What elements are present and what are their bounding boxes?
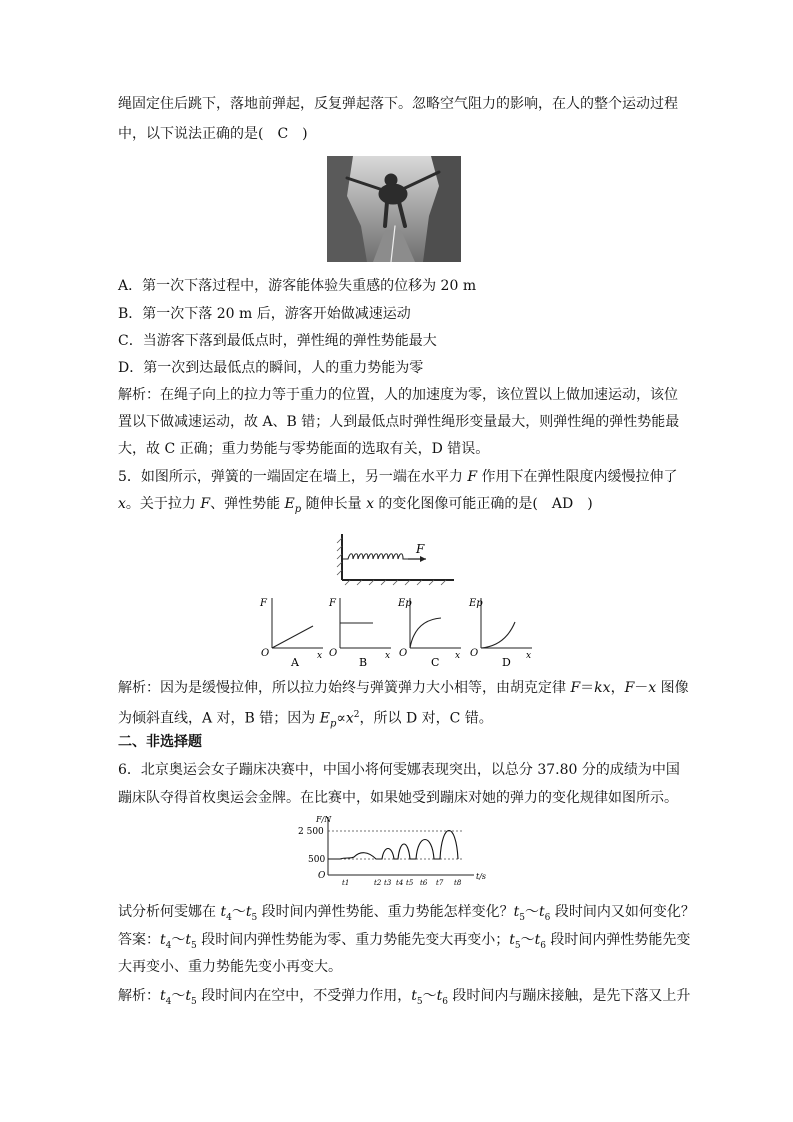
q4-analysis-line3: 大，故 C 正确；重力势能与零势能面的选取有关，D 错误。	[118, 441, 490, 457]
q6-answer-line2: 大再变小、重力势能先变小再变大。	[118, 959, 342, 975]
q4-option-a: A．第一次下落过程中，游客能体验失重感的位移为 20 m	[118, 278, 477, 294]
q6-stem-line1: 6．北京奥运会女子蹦床决赛中，中国小将何雯娜表现突出，以总分 37.80 分的成绩为中国	[118, 762, 680, 778]
graph-d-caption: D	[502, 656, 511, 669]
spring-force-label: F	[416, 542, 425, 556]
q5-stem-line2: x。关于拉力 F、弹性势能 $E_p$ 随伸长量 x 的变化图像可能正确的是( AD )	[118, 496, 593, 515]
chart-t7: t7	[436, 879, 444, 887]
chart-ylabel: F/N	[316, 815, 332, 824]
chart-ytick-500: 500	[308, 855, 326, 865]
q6-stem-line2: 蹦床队夺得首枚奥运会金牌。在比赛中，如果她受到蹦床对她的弹力的变化规律如图所示。	[118, 790, 678, 806]
graph-d	[468, 598, 532, 669]
graph-d-ylabel: Ep	[469, 598, 483, 609]
chart-t3: t3	[384, 879, 392, 887]
q4-stem-line1: 绳固定住后跳下，落地前弹起，反复弹起落下。忽略空气阻力的影响，在人的整个运动过程	[118, 96, 678, 112]
graph-d-curve	[481, 622, 515, 648]
q5-analysis-line2: 为倾斜直线，A 对，B 错；因为 $E_p\propto x^2$，所以 D 对，C 错。	[118, 710, 493, 730]
q6-analysis-line: 解析：$t_4\sim t_5$ 段时间内在空中，不受弹力作用，$t_5\sim t_6$ 段时间内与蹦床接触，是先下落又上升	[118, 988, 691, 1007]
bungee-jumper-photo	[327, 156, 461, 262]
graph-c-ylabel: Ep	[398, 598, 412, 609]
q5-analysis-line1: 解析：因为是缓慢拉伸，所以拉力始终与弹簧弹力大小相等，由胡克定律 F＝kx，F－x 图像	[118, 680, 689, 696]
q6-answer-line1: 答案：$t_4\sim t_5$ 段时间内弹性势能为零、重力势能先变大再变小；$t_5\sim t_6$ 段时间内弹性势能先变	[118, 932, 691, 951]
graph-a-ylabel: F	[260, 598, 267, 609]
chart-t4: t4	[396, 879, 404, 887]
chart-ytick-2500: 2 500	[298, 827, 324, 837]
q4-option-c: C．当游客下落到最低点时，弹性绳的弹性势能最大	[118, 333, 437, 349]
graph-b-xlabel: x	[385, 651, 391, 661]
section-heading: 二、非选择题	[118, 734, 202, 750]
graph-d-xlabel: x	[526, 651, 532, 661]
q5-graph-options	[255, 592, 535, 672]
force-curve	[328, 831, 458, 860]
graph-a-caption: A	[291, 656, 299, 669]
graph-a	[259, 598, 323, 669]
q4-analysis-line1: 解析：在绳子向上的拉力等于重力的位置，人的加速度为零，该位置以上做加速运动，该位	[118, 387, 678, 403]
force-time-chart	[296, 813, 496, 888]
spring-coil	[342, 554, 408, 559]
chart-t6: t6	[420, 879, 428, 887]
q4-stem-line2: 中，以下说法正确的是( C )	[118, 126, 308, 142]
graph-b	[328, 598, 391, 669]
graph-c-origin: O	[399, 648, 408, 659]
graph-a-origin: O	[261, 648, 270, 659]
q4-analysis-line2: 置以下做减速运动，故 A、B 错；人到最低点时弹性绳形变量最大，则弹性绳的弹性势能最	[118, 414, 680, 430]
chart-t8: t8	[454, 879, 462, 887]
q6-question-line: 试分析何雯娜在 $t_4\sim t_5$ 段时间内弹性势能、重力势能怎样变化？$t_5\sim t_6$ 段时间内又如何变化？	[118, 904, 695, 923]
graph-b-origin: O	[329, 648, 338, 659]
q4-option-b: B．第一次下落 20 m 后，游客开始做减速运动	[118, 306, 411, 322]
graph-a-xlabel: x	[317, 651, 323, 661]
chart-t5: t5	[406, 879, 414, 887]
graph-d-origin: O	[470, 648, 479, 659]
q5-stem-line1: 5．如图所示，弹簧的一端固定在墙上，另一端在水平力 F 作用下在弹性限度内缓慢拉伸了	[118, 469, 678, 485]
spring-diagram	[330, 528, 460, 586]
graph-c-curve	[410, 618, 441, 648]
chart-t2: t2	[374, 879, 382, 887]
graph-c-xlabel: x	[455, 651, 461, 661]
graph-b-ylabel: F	[329, 598, 336, 609]
chart-xlabel: t/s	[476, 872, 487, 881]
q4-option-d: D．第一次到达最低点的瞬间，人的重力势能为零	[118, 360, 424, 376]
chart-origin: O	[318, 871, 326, 881]
graph-c	[397, 598, 461, 669]
graph-a-curve	[272, 626, 313, 648]
graph-b-caption: B	[359, 656, 368, 669]
graph-c-caption: C	[431, 656, 440, 669]
chart-t1: t1	[342, 879, 350, 887]
